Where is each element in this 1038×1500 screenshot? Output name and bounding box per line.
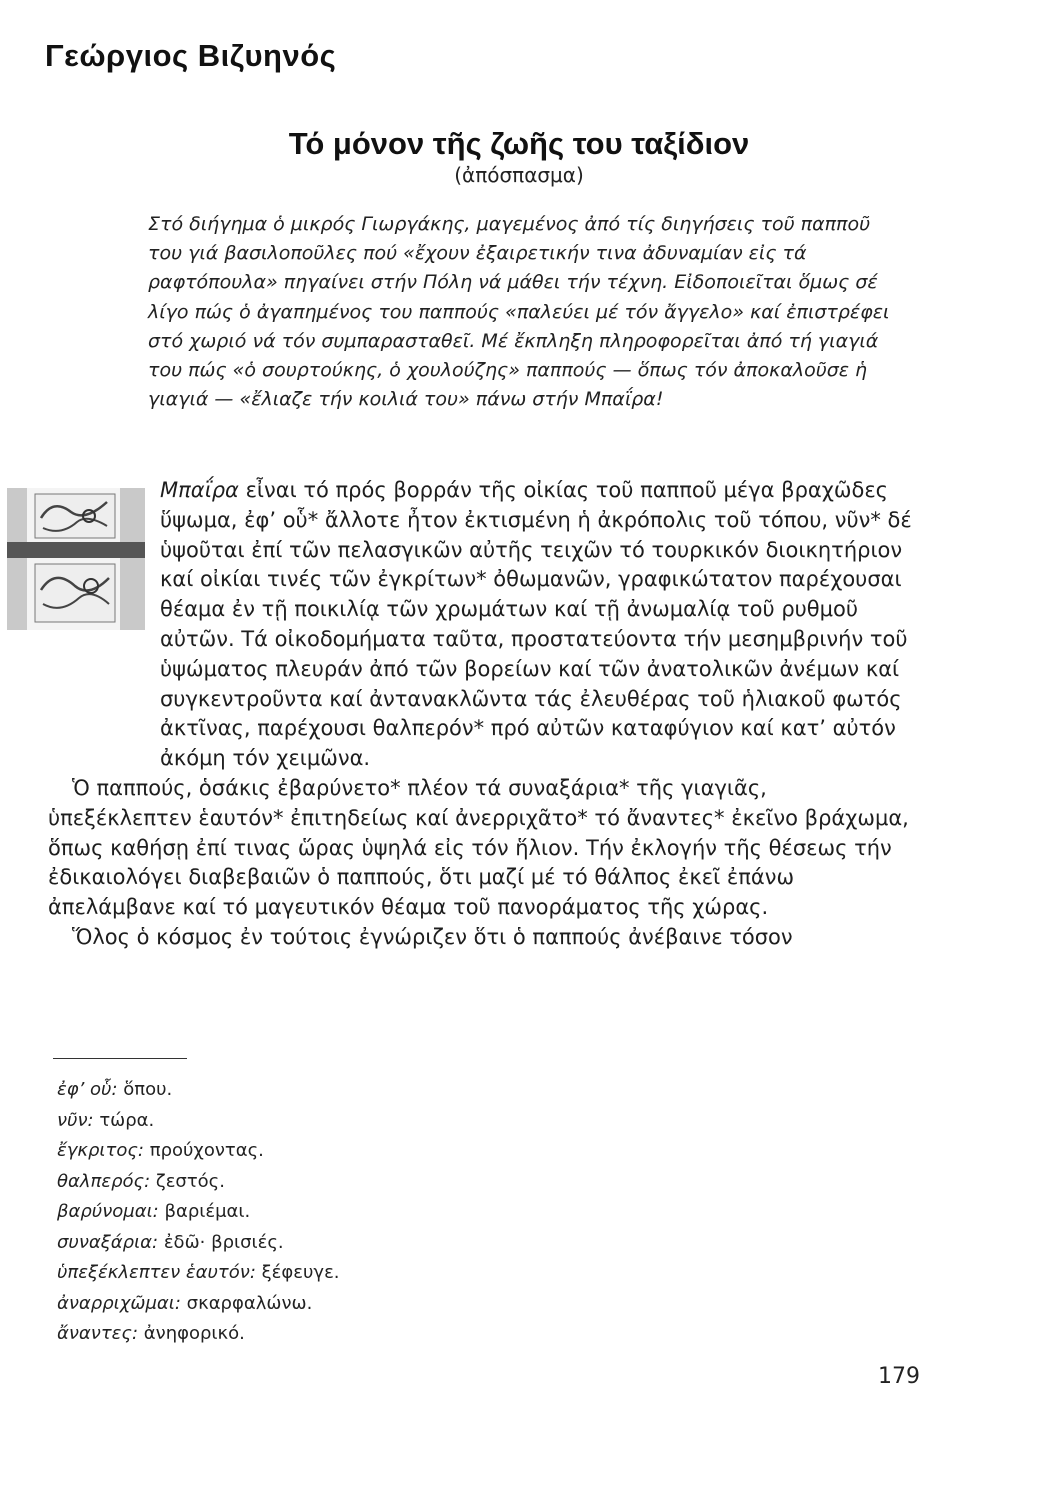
story-text xyxy=(48,476,912,953)
glossary-item xyxy=(57,1197,657,1228)
glossary-term: θαλπερός: xyxy=(57,1170,151,1192)
glossary-meaning: ζεστός. xyxy=(155,1170,225,1192)
glossary-item xyxy=(57,1258,657,1289)
glossary-meaning: βαριέμαι. xyxy=(164,1201,251,1222)
paragraph-2: Ὁ παππούς, ὁσάκις ἐβαρύνετο* πλέον τά συναξάρια* τῆς γιαγιᾶς, ὑπεξέκλεπτεν ἑαυτόν* ἐπιτηδείως καί ἀνερριχᾶτο* τό ἄναντες* ἐκεῖνο βράχωμα, ὅπως καθήσῃ ἐπί τινας ὥρας ὑψηλά εἰς τόν ἥλιον. Τήν ἐκλογήν τῆς θέσεως τήν ἐδικαιολόγει διαβεβαιῶν ὁ παππούς, ὅτι μαζί μέ τό θάλπος ἐκεῖ ἐπάνω ἀπελάμβανε καί τό μαγευτικόν θέαμα τοῦ πανοράματος τῆς χώρας. xyxy=(48,775,909,920)
paragraph-1-lead: Μπαΐρα xyxy=(160,478,239,502)
glossary-meaning: ἀνηφορικό. xyxy=(143,1323,245,1344)
glossary-item xyxy=(57,1228,657,1259)
glossary-meaning: προύχοντας. xyxy=(149,1140,264,1161)
author-heading: Γεώργιος Βιζυηνός xyxy=(45,38,337,73)
glossary-item xyxy=(57,1075,657,1106)
glossary-term: βαρύνομαι: xyxy=(57,1201,159,1222)
glossary-term: ἄναντες: xyxy=(57,1323,139,1344)
glossary-meaning: ἐδῶ· βρισιές. xyxy=(163,1231,284,1253)
glossary-meaning: τώρα. xyxy=(99,1109,155,1131)
paragraph-3: Ὅλος ὁ κόσμος ἐν τούτοις ἐγνώριζεν ὅτι ὁ παππούς ἀνέβαινε τόσον xyxy=(72,924,793,949)
glossary-item xyxy=(57,1136,657,1167)
glossary-term: συναξάρια: xyxy=(57,1231,159,1253)
glossary-item xyxy=(57,1167,657,1198)
glossary xyxy=(57,1075,657,1350)
glossary-term: ἐφ’ οὗ: xyxy=(57,1079,118,1100)
story-title: Τό μόνον τῆς ζωῆς του ταξίδιον xyxy=(288,126,750,161)
glossary-term: νῦν: xyxy=(57,1109,94,1131)
story-subtitle: (ἀπόσπασμα) xyxy=(454,163,584,187)
glossary-item xyxy=(57,1289,657,1320)
paragraph-1 xyxy=(48,476,912,774)
glossary-term: ἀναρριχῶμαι: xyxy=(57,1292,181,1314)
intro-text: Στό διήγημα ὁ μικρός Γιωργάκης, μαγεμένος ἀπό τίς διηγήσεις τοῦ παπποῦ του γιά βασιλοποῦλες πού «ἔχουν ἐξαιρετικήν τινα ἀδυναμίαν εἰς τά ραφτόπουλα» πηγαίνει στήν Πόλη νά μάθει τήν τέχνη. Εἰδοποιεῖται ὅμως σέ λίγο πώς ὁ ἀγαπημένος του παππούς «παλεύει μέ τόν ἄγγελο» καί ἐπιστρέφει στό χωριό νά τόν συμπαρασταθεῖ. Μέ ἔκπληξη πληροφορεῖται ἀπό τή γιαγιά του πώς «ὁ σουρτούκης, ὁ χουλούζης» παππούς — ὅπως τόν ἀποκαλοῦσε ἡ γιαγιά — «ἔλιαζε τήν κοιλιά του» πάνω στήν Μπαΐρα! xyxy=(148,213,890,411)
glossary-item xyxy=(57,1106,657,1137)
page-number: 179 xyxy=(878,1364,920,1389)
footnote-divider xyxy=(53,1058,187,1059)
glossary-meaning: ὅπου. xyxy=(123,1079,173,1100)
glossary-meaning: ξέφευγε. xyxy=(261,1262,340,1283)
glossary-term: ἔγκριτος: xyxy=(57,1140,144,1161)
intro-summary xyxy=(148,210,908,414)
paragraph-1-text: εἶναι τό πρός βορράν τῆς οἰκίας τοῦ παπποῦ μέγα βραχῶδες ὕψωμα, ἐφ’ οὗ* ἄλλοτε ἦτον ἐκτισμένη ἡ ἀκρόπολις τοῦ τόπου, νῦν* δέ ὑψοῦται ἐπί τῶν πελασγικῶν αὐτῆς τειχῶν τό τουρκικόν διοικητήριον καί οἰκίαι τινές τῶν ἐγκρίτων* ὀθωμανῶν, γραφικώτατον παρέχουσαι θέαμα ἐν τῇ ποικιλίᾳ τῶν χρωμάτων καί τῇ ἀνωμαλίᾳ τοῦ ρυθμοῦ αὐτῶν. Τά οἰκοδομήματα ταῦτα, προστατεύοντα τήν μεσημβρινήν τοῦ ὑψώματος πλευράν ἀπό τῶν βορείων καί τῶν ἀνατολικῶν ἀνέμων καί συγκεντροῦντα καί ἀντανακλῶντα τάς ἐλευθέρας τοῦ ἡλιακοῦ φωτός ἀκτῖνας, παρέχουσι θαλπερόν* πρό αὐτῶν καταφύγιον καί κατ’ αὐτόν ἀκόμη τόν χειμῶνα. xyxy=(160,478,912,771)
glossary-term: ὑπεξέκλεπτεν ἑαυτόν: xyxy=(57,1262,256,1283)
glossary-item xyxy=(57,1319,657,1350)
glossary-meaning: σκαρφαλώνω. xyxy=(186,1292,313,1314)
